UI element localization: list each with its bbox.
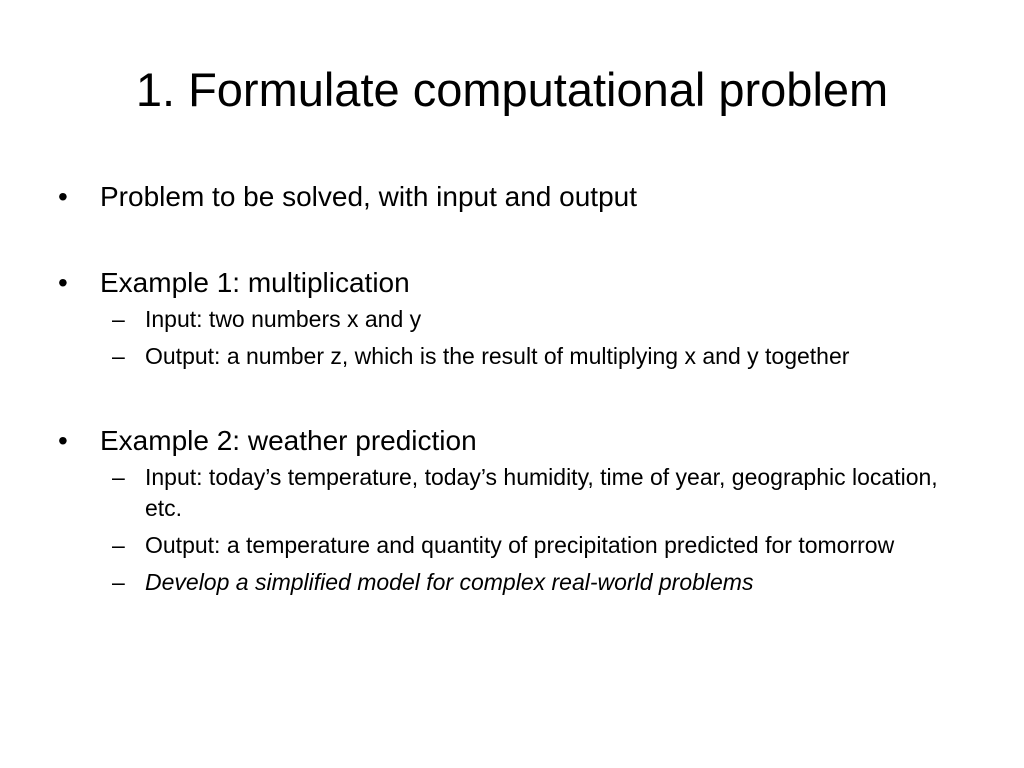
slide-title: 1. Formulate computational problem [135,63,889,116]
sub-item [100,530,958,561]
sub-text: Input: today’s temperature, today’s humidity, time of year, geographic location, etc. [145,464,938,521]
bullet-text: Problem to be solved, with input and output [100,181,638,212]
dash-icon: – [112,569,125,595]
dash-icon: – [112,532,125,558]
bullet-item [58,266,958,372]
sub-text: Input: two numbers x and y [145,306,422,332]
dash-icon: – [112,306,125,332]
dash-icon: – [112,464,125,490]
dash-icon: – [112,343,125,369]
bullet-text: Example 1: multiplication [100,267,410,298]
bullet-dot-icon: • [58,181,68,212]
bullet-dot-icon: • [58,425,68,456]
sub-item [100,341,958,372]
sub-item [100,462,958,524]
bullet-dot-icon: • [58,267,68,298]
sub-item [100,567,958,598]
bullet-item [58,424,958,598]
sub-text-emphasis: Develop a simplified model for complex real-world problems [145,569,754,595]
slide-content [58,180,958,598]
sub-text: Output: a number z, which is the result of multiplying x and y together [145,343,850,369]
sub-list [100,462,958,598]
sub-item [100,304,958,335]
sub-text: Output: a temperature and quantity of precipitation predicted for tomorrow [145,532,895,558]
sub-list [100,304,958,372]
bullet-item [58,180,958,214]
bullet-text: Example 2: weather prediction [100,425,477,456]
